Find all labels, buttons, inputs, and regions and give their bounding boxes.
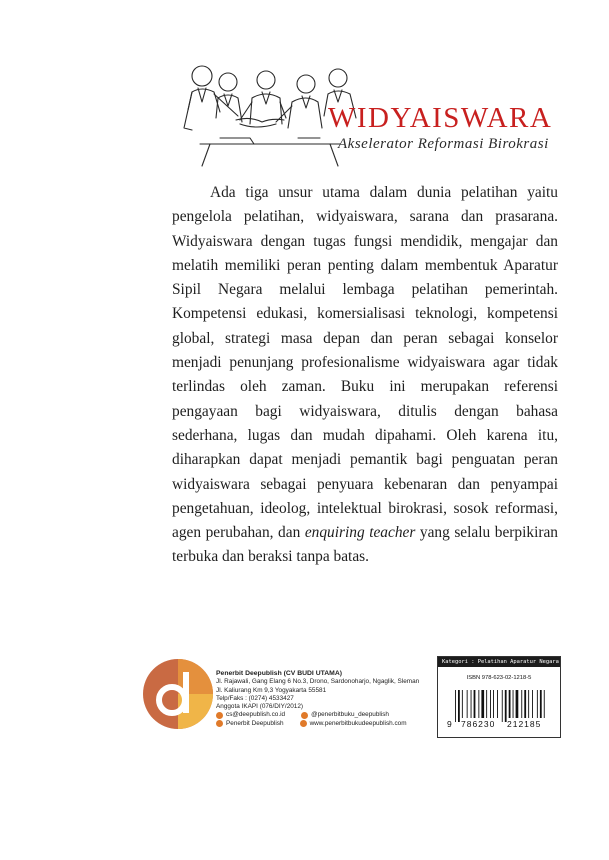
publisher-address-2: Jl. Kaliurang Km 9,3 Yogyakarta 55581 xyxy=(216,686,327,694)
publisher-email: cs@deepublish.co.id xyxy=(226,711,286,719)
barcode-bar xyxy=(537,690,538,718)
book-category-label: Kategori : Pelatihan Aparatur Negara xyxy=(438,657,560,667)
publisher-address-1: Jl. Rajawali, Gang Elang 6 No.3, Drono, Sardonoharjo, Ngaglik, Sleman xyxy=(216,678,420,686)
deepublish-logo-icon xyxy=(142,658,214,730)
contact-row-2 xyxy=(216,720,419,728)
barcode-bar xyxy=(513,690,514,718)
barcode-bar xyxy=(505,690,507,722)
barcode-bar xyxy=(497,690,498,718)
barcode-bar xyxy=(490,690,491,718)
brand-tagline: Akselerator Reformasi Birokrasi xyxy=(338,136,549,152)
isbn-barcode-box xyxy=(437,656,561,738)
contact-row-1 xyxy=(216,711,419,719)
barcode-bar xyxy=(481,690,484,718)
publisher-instagram: @penerbitbuku_deepublish xyxy=(311,711,389,719)
barcode-bar xyxy=(516,690,519,718)
website-icon xyxy=(300,720,307,727)
isbn-number: ISBN 978-623-02-1218-5 xyxy=(466,675,532,681)
barcode-bar xyxy=(524,690,526,718)
blurb-closing-text: yang selalu berpikiran terbuka dan beraksi tanpa batas. xyxy=(172,524,558,566)
barcode-bar xyxy=(493,690,494,718)
brand-title: WIDYAISWARA xyxy=(328,102,553,134)
barcode-digits-left: 786230 xyxy=(461,719,496,728)
blurb-italic-term: enquiring teacher xyxy=(304,524,416,542)
barcode-bar xyxy=(509,690,511,718)
back-cover-blurb xyxy=(172,181,558,570)
barcode-bar xyxy=(528,690,529,718)
barcode-bar xyxy=(478,690,479,718)
barcode-bar xyxy=(455,690,456,722)
publisher-facebook: Penerbit Deepublish xyxy=(226,719,284,727)
facebook-icon xyxy=(216,720,223,727)
barcode-bar xyxy=(540,690,542,718)
barcode-bar xyxy=(471,690,472,718)
email-icon xyxy=(216,712,223,719)
barcode-digits-right: 212185 xyxy=(507,719,542,728)
barcode-first-digit: 9 xyxy=(447,719,452,728)
barcode-bar xyxy=(544,690,545,718)
publisher-info xyxy=(216,670,419,728)
barcode-bar xyxy=(462,690,463,718)
publisher-website: www.penerbitbukudeepublish.com xyxy=(309,719,407,727)
barcode-bar xyxy=(502,690,503,722)
barcode-bar xyxy=(474,690,476,718)
barcode-bar xyxy=(521,690,522,718)
publisher-membership: Anggota IKAPI (076/DIY/2012) xyxy=(216,703,304,711)
barcode-bar xyxy=(486,690,487,718)
instagram-icon xyxy=(301,712,308,719)
publisher-name: Penerbit Deepublish (CV BUDI UTAMA) xyxy=(216,670,342,677)
barcode-icon xyxy=(447,690,552,728)
barcode-bar xyxy=(467,690,468,718)
barcode-bar xyxy=(458,690,460,722)
blurb-main-text: Ada tiga unsur utama dalam dunia pelatihan yaitu pengelola pelatihan, widyaiswara, sarana dan prasarana. Widyaiswara dengan tugas fungsi mendidik, mengajar dan melatih memiliki peran penting dalam membentuk Aparatur Sipil Negara melalui lembaga pelatihan pemerintah. Kompetensi edukasi, komersialisasi teknologi, kompetensi global, strategi masa depan dan peran sebagai konselor menjadi penunjang profesionalisme widyaiswara agar tidak terlindas oleh zaman. Buku ini merupakan referensi pengayaan bagi widyaiswara, ditulis dengan bahasa sederhana, lugas dan mudah dipahami. Oleh karena itu, diharapkan dapat menjadi pemantik bagi penguatan peran widyaiswara sebagai penyuara kebenaran dan penyampai pengetahuan, ideolog, intelektual birokrasi, sosok reformasi, agen perubahan, dan xyxy=(172,184,558,542)
barcode-bar xyxy=(532,690,533,718)
publisher-phone: Telp/Faks : (0274) 4533427 xyxy=(216,694,294,702)
